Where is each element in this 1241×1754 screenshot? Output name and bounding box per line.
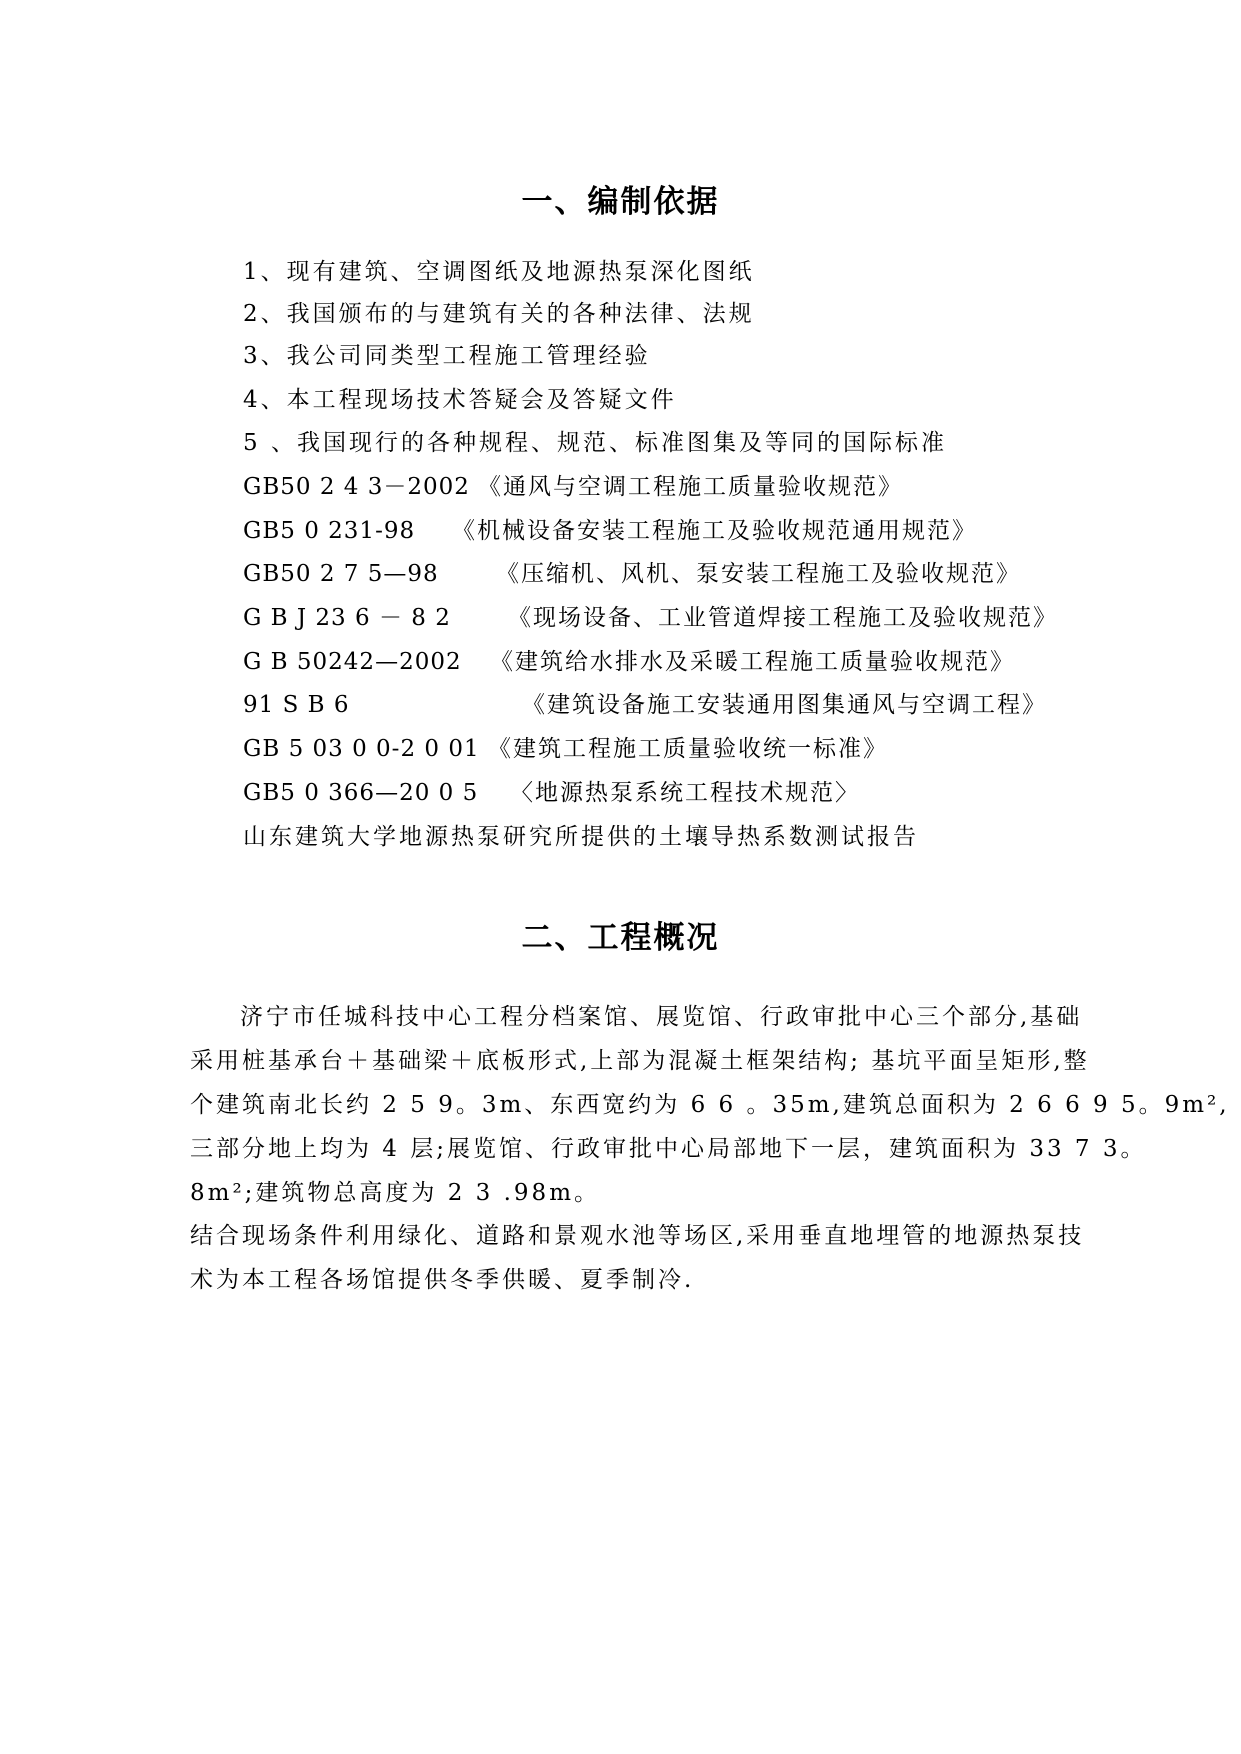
standard-code: G B 50242—2002 <box>243 649 462 675</box>
standard-row <box>0 734 1241 764</box>
basis-item-2: 2、我国颁布的与建筑有关的各种法律、法规 <box>243 301 755 327</box>
standard-name: 《建筑工程施工质量验收统一标准》 <box>488 736 888 762</box>
overview-line-4: 三部分地上均为 4 层;展览馆、行政审批中心局部地下一层，建筑面积为 33 7 3。 <box>190 1136 1147 1162</box>
standard-code: GB50 2 4 3－2002 <box>243 474 470 500</box>
standard-row <box>0 516 1241 546</box>
standard-code: GB5 0 366—20 0 5 <box>243 780 479 806</box>
standard-name: 〈地源热泵系统工程技术规范〉 <box>510 780 860 806</box>
standard-code: 91 S B 6 <box>243 692 350 718</box>
section-title-basis: 一、编制依据 <box>521 184 720 220</box>
standard-name: 《机械设备安装工程施工及验收规范通用规范》 <box>452 518 977 544</box>
basis-last-item: 山东建筑大学地源热泵研究所提供的土壤导热系数测试报告 <box>243 824 919 850</box>
basis-item-3: 3、我公司同类型工程施工管理经验 <box>243 343 651 369</box>
overview-line-7: 术为本工程各场馆提供冬季供暖、夏季制冷. <box>190 1267 695 1293</box>
standard-code: GB 5 03 0 0-2 0 01 <box>243 736 480 762</box>
standard-row <box>0 690 1241 720</box>
basis-item-1: 1、现有建筑、空调图纸及地源热泵深化图纸 <box>243 259 755 285</box>
overview-line-3: 个建筑南北长约 2 5 9。3m、东西宽约为 6 6 。35m,建筑总面积为 2 6 6 9 5。9m², <box>190 1092 1230 1118</box>
standard-row <box>0 472 1241 502</box>
standard-row <box>0 647 1241 677</box>
standard-code: G B J 23 6 － 8 2 <box>243 605 451 631</box>
standard-name: 《现场设备、工业管道焊接工程施工及验收规范》 <box>508 605 1058 631</box>
standard-row <box>0 559 1241 589</box>
standard-code: GB50 2 7 5—98 <box>243 561 439 587</box>
overview-line-6: 结合现场条件利用绿化、道路和景观水池等场区,采用垂直地埋管的地源热泵技 <box>190 1223 1085 1249</box>
standard-name: 《建筑给水排水及采暖工程施工质量验收规范》 <box>490 649 1015 675</box>
standard-name: 《通风与空调工程施工质量验收规范》 <box>478 474 903 500</box>
standard-row <box>0 603 1241 633</box>
overview-line-1: 济宁市任城科技中心工程分档案馆、展览馆、行政审批中心三个部分,基础 <box>240 1004 1083 1030</box>
standard-name: 《建筑设备施工安装通用图集通风与空调工程》 <box>522 692 1047 718</box>
standard-name: 《压缩机、风机、泵安装工程施工及验收规范》 <box>496 561 1021 587</box>
standard-row <box>0 778 1241 808</box>
section-title-overview: 二、工程概况 <box>521 920 720 956</box>
basis-item-4: 4、本工程现场技术答疑会及答疑文件 <box>243 387 677 413</box>
standard-code: GB5 0 231-98 <box>243 518 416 544</box>
basis-item-5: 5 、我国现行的各种规程、规范、标准图集及等同的国际标准 <box>243 430 947 456</box>
overview-line-5: 8m²;建筑物总高度为 2 3 .98m。 <box>190 1180 600 1206</box>
overview-line-2: 采用桩基承台＋基础梁＋底板形式,上部为混凝土框架结构; 基坑平面呈矩形,整 <box>190 1048 1090 1074</box>
